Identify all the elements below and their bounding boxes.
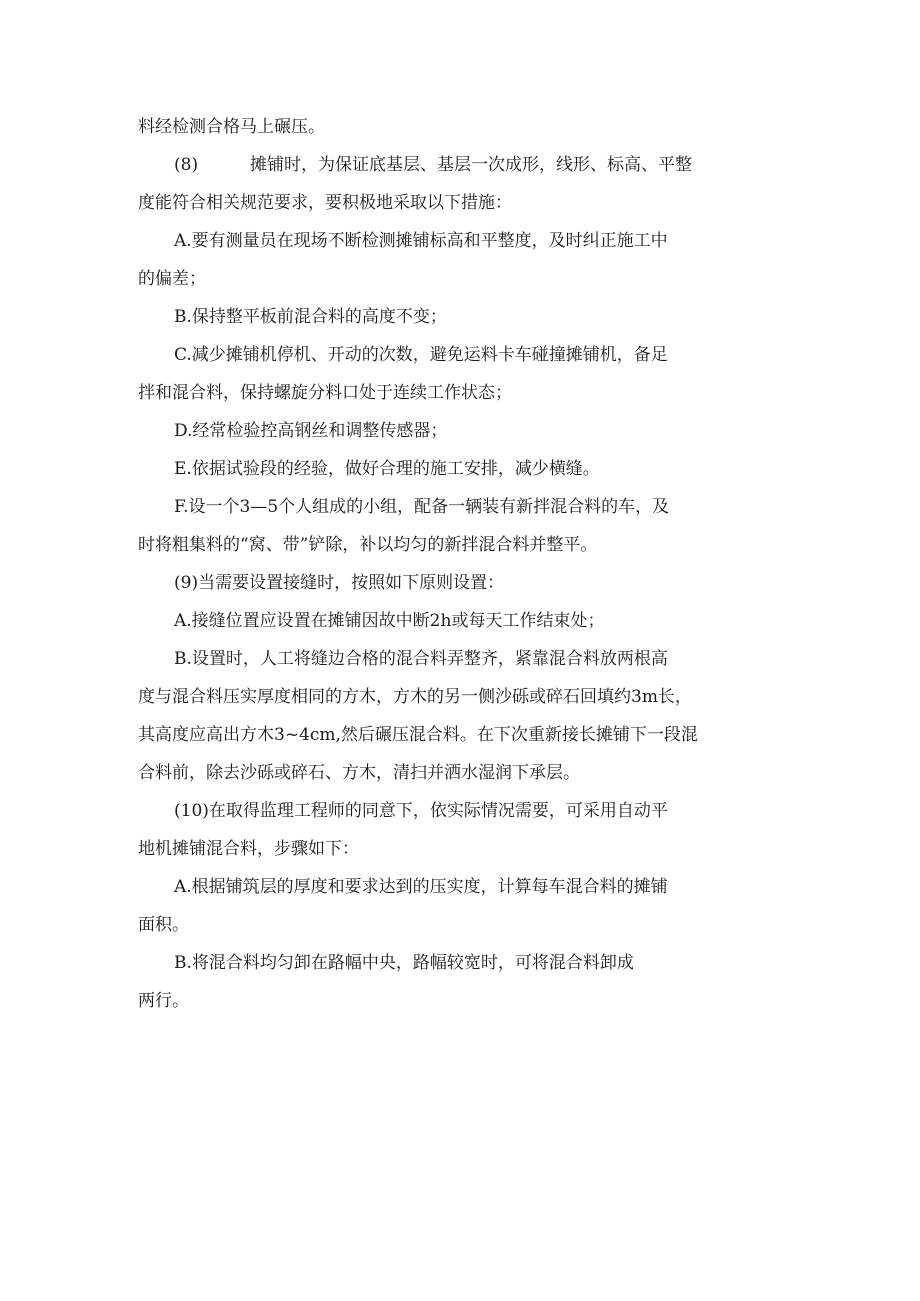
text-line: A.要有测量员在现场不断检测摊铺标高和平整度，及时纠正施工中 (174, 231, 668, 251)
text-line: E.依据试验段的经验，做好合理的施工安排，减少横缝。 (174, 459, 600, 479)
text-line: B.设置时，人工将缝边合格的混合料弄整齐，紧靠混合料放两根高 (174, 649, 668, 669)
text-line: 面积。 (138, 915, 189, 935)
text-line: 其高度应高出方木3~4cm,然后碾压混合料。在下次重新接长摊铺下一段混 (138, 725, 698, 745)
text-line: A.根据铺筑层的厚度和要求达到的压实度，计算每车混合料的摊铺 (174, 877, 668, 897)
step-number: (8) (174, 155, 199, 175)
text-line: 度能符合相关规范要求，要积极地采取以下措施： (138, 193, 512, 213)
text-line: 合料前，除去沙砾或碎石、方木，清扫并洒水湿润下承层。 (138, 763, 580, 783)
text-line: D.经常检验控高钢丝和调整传感器； (174, 421, 448, 441)
document-body (138, 108, 788, 1020)
text-line: F.设一个3—5个人组成的小组，配备一辆装有新拌混合料的车，及 (174, 497, 670, 517)
text-line: 时将粗集料的“窝、带”铲除，补以均匀的新拌混合料并整平。 (138, 535, 598, 555)
text-line: 的偏差； (138, 269, 206, 289)
text-line: 料经检测合格马上碾压。 (138, 117, 325, 137)
text-line: B.将混合料均匀卸在路幅中央，路幅较宽时，可将混合料卸成 (174, 953, 634, 973)
text-line: C.减少摊铺机停机、开动的次数，避免运料卡车碰撞摊铺机，备足 (174, 345, 668, 365)
text-line: 两行。 (138, 991, 189, 1011)
text-line: 度与混合料压实厚度相同的方木，方木的另一侧沙砾或碎石回填约3m长， (138, 687, 692, 707)
text-line: (9)当需要设置接缝时，按照如下原则设置： (174, 573, 505, 593)
text-line: 拌和混合料，保持螺旋分料口处于连续工作状态； (138, 383, 512, 403)
text-line: (10)在取得监理工程师的同意下，依实际情况需要，可采用自动平 (174, 801, 668, 821)
text-line-content: 摊铺时，为保证底基层、基层一次成形，线形、标高、平整 (250, 155, 692, 175)
text-line: 地机摊铺混合料，步骤如下： (138, 839, 359, 859)
text-line: A.接缝位置应设置在摊铺因故中断2h或每天工作结束处； (174, 611, 605, 631)
text-line (138, 146, 788, 184)
text-line: B.保持整平板前混合料的高度不变； (174, 307, 447, 327)
